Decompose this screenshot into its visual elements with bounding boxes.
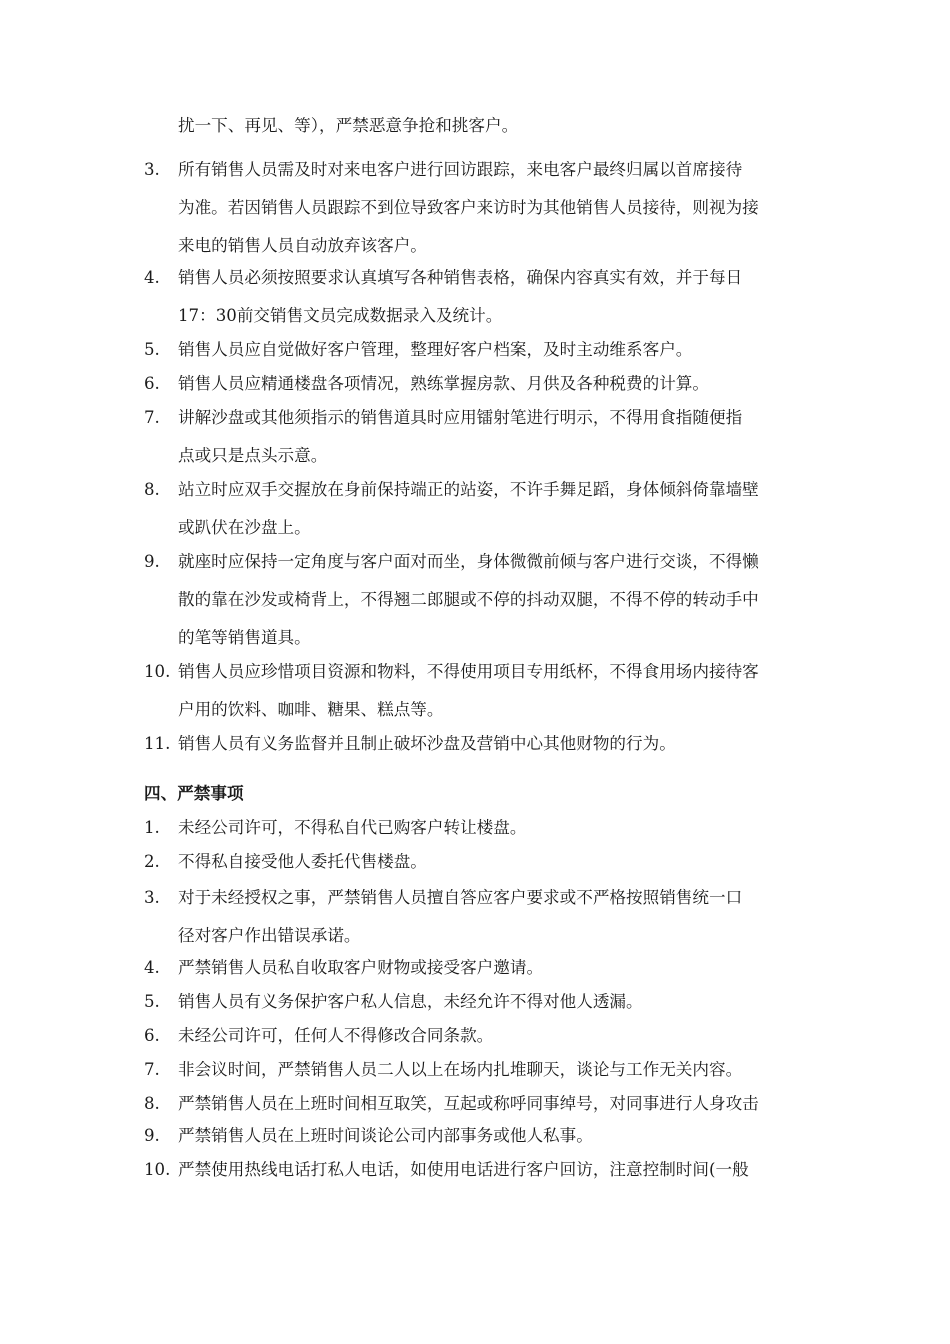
list-item-number: 4. [144,958,160,977]
list-item-text: 未经公司许可，不得私自代已购客户转让楼盘。 [178,818,527,837]
list-item-number: 8. [144,1094,160,1113]
list-item-number: 7. [144,1060,160,1079]
list-item [144,852,844,872]
list-item [144,480,844,500]
list-item [144,552,844,572]
list-item [144,1160,844,1180]
list-item-number: 7. [144,408,160,427]
list-item-text: 不得私自接受他人委托代售楼盘。 [178,852,427,871]
list-item [144,408,844,428]
list-item-continuation: 17：30前交销售文员完成数据录入及统计。 [178,306,503,325]
list-item-text: 销售人员有义务监督并且制止破坏沙盘及营销中心其他财物的行为。 [178,734,676,753]
list-item-continuation: 或趴伏在沙盘上。 [178,518,311,537]
list-item-text: 严禁销售人员在上班时间相互取笑，互起或称呼同事绰号，对同事进行人身攻击 [178,1094,759,1113]
list-item [144,1094,844,1114]
list-item-number: 3. [144,160,160,179]
list-item-text: 销售人员必须按照要求认真填写各种销售表格，确保内容真实有效，并于每日 [178,268,743,287]
list-item [144,160,844,180]
list-item-text: 销售人员应自觉做好客户管理，整理好客户档案，及时主动维系客户。 [178,340,693,359]
list-item-continuation: 户用的饮料、咖啡、糖果、糕点等。 [178,700,444,719]
list-item-number: 8. [144,480,160,499]
list-item-text: 所有销售人员需及时对来电客户进行回访跟踪，来电客户最终归属以首席接待 [178,160,743,179]
list-item [144,340,844,360]
list-item-continuation: 点或只是点头示意。 [178,446,328,465]
list-item-text: 站立时应双手交握放在身前保持端正的站姿，不许手舞足蹈，身体倾斜倚靠墙壁 [178,480,759,499]
list-item [144,1026,844,1046]
list-item-text: 就座时应保持一定角度与客户面对而坐，身体微微前倾与客户进行交谈，不得懒 [178,552,759,571]
list-item-number: 11. [144,734,171,753]
list-item [144,888,844,908]
list-item-text: 讲解沙盘或其他须指示的销售道具时应用镭射笔进行明示，不得用食指随便指 [178,408,743,427]
list-item [144,958,844,978]
list-item-number: 1. [144,818,160,837]
section-heading: 四、严禁事项 [144,784,244,803]
list-item-number: 5. [144,992,160,1011]
list-item-number: 6. [144,374,160,393]
list-item-text: 未经公司许可，任何人不得修改合同条款。 [178,1026,494,1045]
list-item-text: 严禁销售人员在上班时间谈论公司内部事务或他人私事。 [178,1126,593,1145]
list-item [144,374,844,394]
list-item-text: 非会议时间，严禁销售人员二人以上在场内扎堆聊天，谈论与工作无关内容。 [178,1060,743,1079]
list-item-continuation: 扰一下、再见、等），严禁恶意争抢和挑客户。 [178,116,519,135]
list-item-number: 4. [144,268,160,287]
list-item-text: 销售人员有义务保护客户私人信息，未经允许不得对他人透漏。 [178,992,643,1011]
list-item-continuation: 径对客户作出错误承诺。 [178,926,361,945]
list-item-number: 9. [144,1126,160,1145]
list-item [144,992,844,1012]
list-item-number: 3. [144,888,160,907]
list-item [144,818,844,838]
list-item-number: 10. [144,1160,171,1179]
list-item-text: 严禁使用热线电话打私人电话，如使用电话进行客户回访，注意控制时间(一般 [178,1160,749,1179]
list-item-number: 6. [144,1026,160,1045]
list-item [144,1060,844,1080]
list-item-text: 严禁销售人员私自收取客户财物或接受客户邀请。 [178,958,544,977]
list-item-text: 销售人员应珍惜项目资源和物料，不得使用项目专用纸杯，不得食用场内接待客 [178,662,759,681]
list-item [144,1126,844,1146]
list-item [144,662,844,682]
list-item-number: 9. [144,552,160,571]
list-item-number: 10. [144,662,171,681]
list-item-text: 对于未经授权之事，严禁销售人员擅自答应客户要求或不严格按照销售统一口 [178,888,743,907]
list-item-number: 2. [144,852,160,871]
list-item-continuation: 来电的销售人员自动放弃该客户。 [178,236,427,255]
list-item-continuation: 散的靠在沙发或椅背上，不得翘二郎腿或不停的抖动双腿，不得不停的转动手中 [178,590,759,609]
list-item-continuation: 的笔等销售道具。 [178,628,311,647]
list-item-number: 5. [144,340,160,359]
list-item-continuation: 为准。若因销售人员跟踪不到位导致客户来访时为其他销售人员接待，则视为接 [178,198,759,217]
list-item-text: 销售人员应精通楼盘各项情况，熟练掌握房款、月供及各种税费的计算。 [178,374,709,393]
list-item [144,734,844,754]
list-item [144,268,844,288]
